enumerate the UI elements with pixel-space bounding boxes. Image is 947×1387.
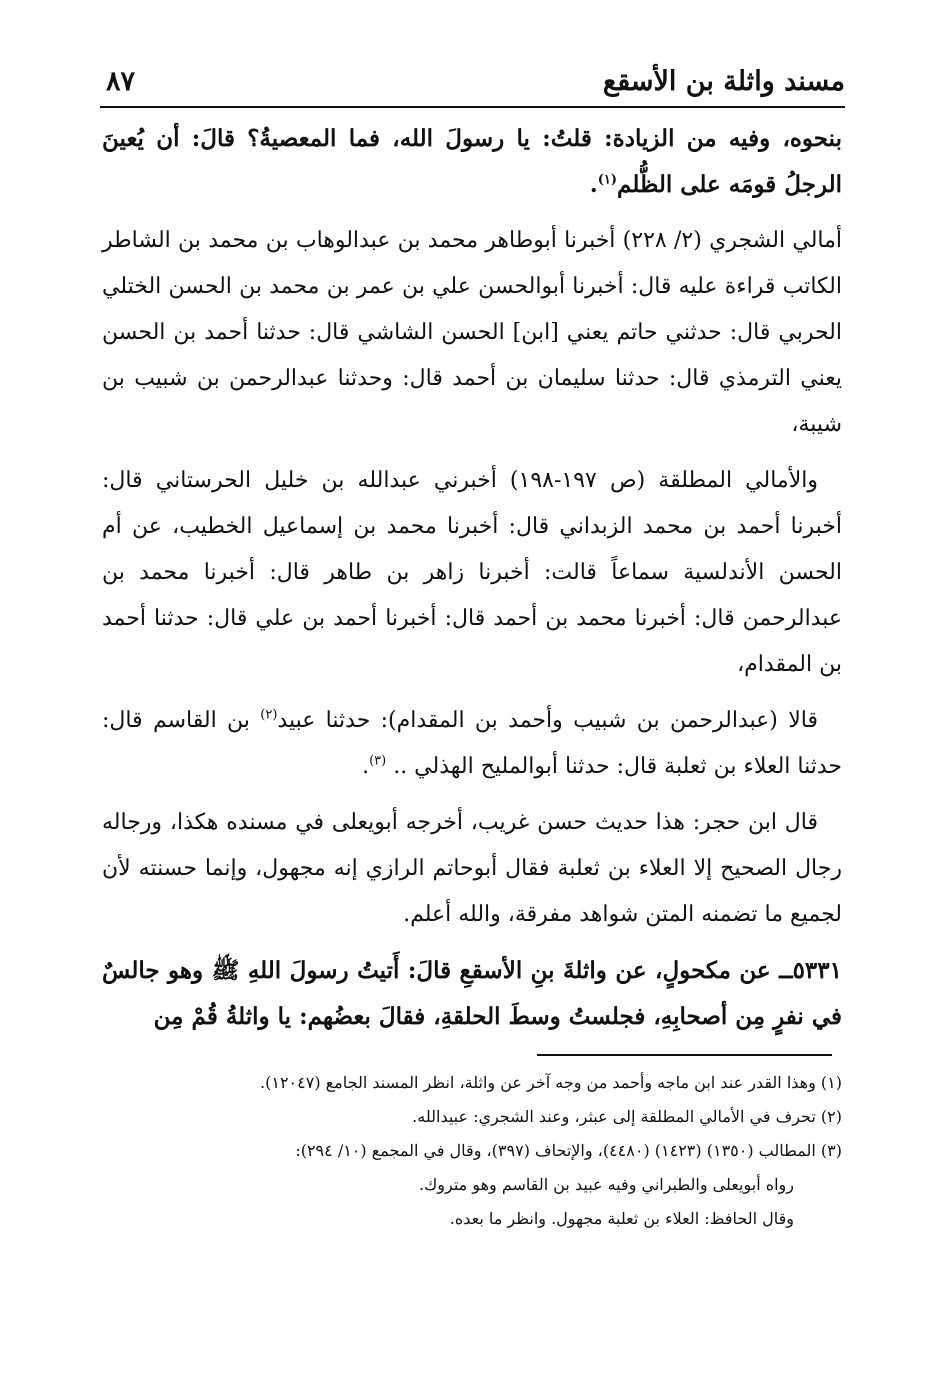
footnote-ref: (٣) — [369, 753, 387, 769]
paragraph-text: بن القاسم قال: حدثنا العلاء بن ثعلبة قال: حدثنا أبوالمليح الهذلي .. — [102, 708, 842, 779]
paragraph-text: قالا (عبدالرحمن بن شبيب وأحمد بن المقدام): حدثنا عبيد — [277, 708, 818, 733]
running-title: مسند واثلة بن الأسقع — [602, 66, 845, 97]
header-divider — [100, 106, 845, 108]
paragraph-tail: . — [589, 171, 598, 198]
paragraph-tail: . — [362, 754, 370, 779]
footnote-3: (٣) المطالب (١٣٥٠) (١٤٢٣) (٤٤٨٠)، والإتحاف (٣٩٧)، وقال في المجمع (١٠/ ٢٩٤): — [295, 1141, 842, 1160]
hadith-5331: ٥٣٣١ــ عن مكحولٍ، عن واثلةَ بنِ الأسقعِ قالَ: أَتيتُ رسولَ اللهِ ﷺ وهو جالسٌ في نفرٍ مِن أصحابِهِ، فجلستُ وسطَ الحلقةِ، فقالَ بعضُهم: يا واثلةُ قُمْ مِن — [102, 957, 842, 1030]
footnote-3-quote-line: وقال الحافظ: العلاء بن ثعلبة مجهول. وانظر ما بعده. — [449, 1209, 794, 1228]
ibn-hajar-comment: قال ابن حجر: هذا حديث حسن غريب، أخرجه أبويعلى في مسنده هكذا، ورجاله رجال الصحيح إلا العلاء بن ثعلبة فقال أبوحاتم الرازي إنه مجهول، وإنما حسنته لأن لجميع ما تضمنه المتن شواهد مفرقة، والله أعلم. — [102, 810, 842, 927]
footnote-3-quote-line: رواه أبويعلى والطبراني وفيه عبيد بن القاسم وهو متروك. — [418, 1175, 794, 1194]
footnote-divider — [537, 1054, 832, 1056]
footnote-1: (١) وهذا القدر عند ابن ماجه وأحمد من وجه آخر عن واثلة، انظر المسند الجامع (١٢٠٤٧). — [260, 1073, 842, 1092]
isnad-joint — [102, 698, 842, 790]
main-text — [102, 116, 842, 1050]
page-number: ٨٧ — [106, 66, 136, 97]
footnotes — [102, 1066, 842, 1236]
isnad-amali: والأمالي المطلقة (ص ١٩٧-١٩٨) أخبرني عبدالله بن خليل الحرستاني قال: أخبرنا أحمد بن محمد الزبداني قال: أخبرنا محمد بن إسماعيل الخطيب، عن أم الحسن الأندلسية سماعاً قالت: أخبرنا زاهر بن طاهر قال: أخبرنا محمد بن عبدالرحمن قال: أخبرنا محمد بن أحمد قال: أخبرنا أحمد بن علي قال: حدثنا أحمد بن المقدام، — [102, 468, 842, 677]
isnad-shajari: أمالي الشجري (٢/ ٢٢٨) أخبرنا أبوطاهر محمد بن عبدالوهاب بن محمد بن الشاطر الكاتب قراءة عليه قال: أخبرنا أبوالحسن علي بن عمر بن محمد بن الحسن الختلي الحربي قال: حدثني حاتم يعني [ابن] الحسن الشاشي قال: حدثنا أحمد بن الحسن يعني الترمذي قال: حدثنا سليمان بن أحمد قال: وحدثنا عبدالرحمن بن شبيب بن شيبة، — [102, 228, 843, 437]
page-header — [100, 62, 845, 106]
footnote-ref: (٢) — [260, 707, 278, 723]
footnote-ref: (١) — [597, 172, 618, 188]
hadith-continuation — [102, 116, 842, 208]
footnote-2: (٢) تحرف في الأمالي المطلقة إلى عبثر، وعند الشجري: عبيدالله. — [412, 1107, 842, 1126]
paragraph-text: بنحوه، وفيه من الزيادة: قلتُ: يا رسولَ الله، فما المعصيةُ؟ قالَ: أن يُعينَ الرجلُ قومَه على الظُّلم — [102, 125, 842, 198]
